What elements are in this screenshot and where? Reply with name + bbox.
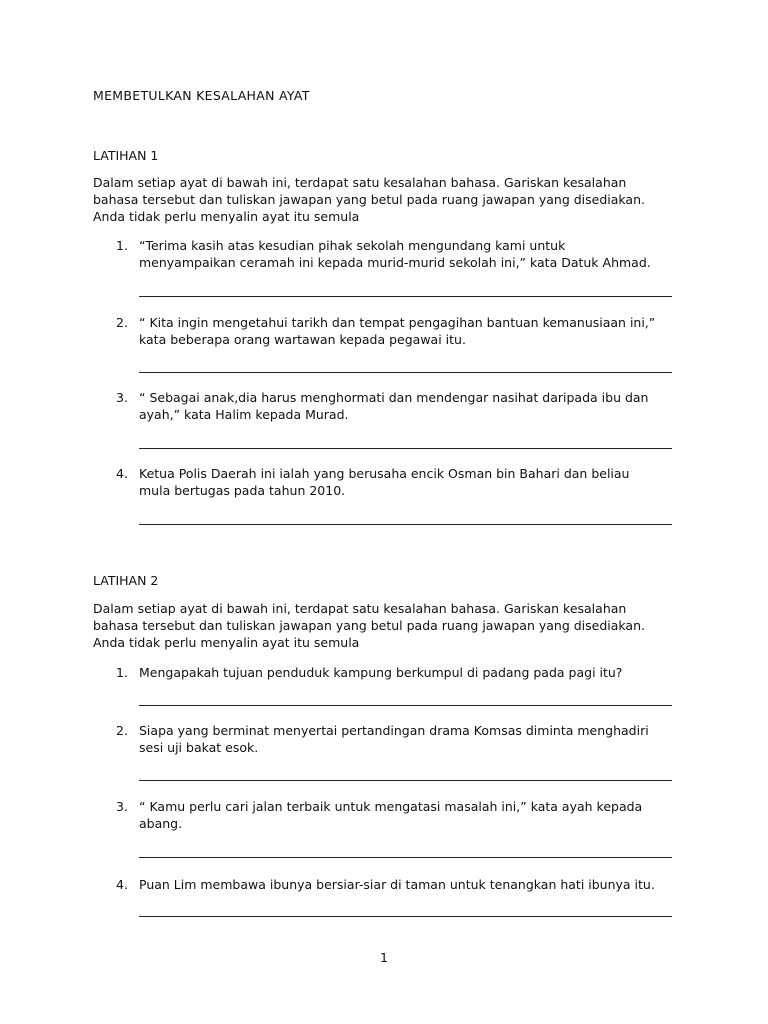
question-text: Ketua Polis Daerah ini ialah yang berusaha encik Osman bin Bahari dan beliau mula bertugas pada tahun 2010. bbox=[139, 466, 630, 498]
question-number: 3. bbox=[116, 390, 128, 405]
question-number: 2. bbox=[116, 723, 128, 738]
question-text: Puan Lim membawa ibunya bersiar-siar di taman untuk tenangkan hati ibunya itu. bbox=[139, 877, 655, 892]
question-text: Mengapakah tujuan penduduk kampung berkumpul di padang pada pagi itu? bbox=[139, 665, 623, 680]
question-number: 3. bbox=[116, 799, 128, 814]
question-text: “ Kamu perlu cari jalan terbaik untuk mengatasi masalah ini,” kata ayah kepada abang. bbox=[139, 799, 643, 831]
document-title: MEMBETULKAN KESALAHAN AYAT bbox=[93, 88, 310, 103]
answer-line[interactable] bbox=[139, 705, 672, 706]
page-number: 1 bbox=[380, 950, 388, 965]
question-number: 1. bbox=[116, 238, 128, 253]
answer-line[interactable] bbox=[139, 524, 672, 525]
question-text: “ Sebagai anak,dia harus menghormati dan mendengar nasihat daripada ibu dan ayah,” kata Halim kepada Murad. bbox=[139, 390, 649, 422]
answer-line[interactable] bbox=[139, 780, 672, 781]
question-text: “Terima kasih atas kesudian pihak sekolah mengundang kami untuk menyampaikan ceramah ini kepada murid-murid sekolah ini,” kata Datuk Ahmad. bbox=[139, 238, 651, 270]
section-instructions-latihan-2: Dalam setiap ayat di bawah ini, terdapat satu kesalahan bahasa. Gariskan kesalahan bahasa tersebut dan tuliskan jawapan yang betul pada ruang jawapan yang disediakan. Anda tidak perlu menyalin ayat itu semula bbox=[93, 601, 645, 650]
answer-line[interactable] bbox=[139, 448, 672, 449]
answer-line[interactable] bbox=[139, 916, 672, 917]
section-instructions-latihan-1: Dalam setiap ayat di bawah ini, terdapat satu kesalahan bahasa. Gariskan kesalahan bahasa tersebut dan tuliskan jawapan yang betul pada ruang jawapan yang disediakan. Anda tidak perlu menyalin ayat itu semula bbox=[93, 175, 645, 224]
question-number: 4. bbox=[116, 466, 128, 481]
question-text: Siapa yang berminat menyertai pertandingan drama Komsas diminta menghadiri sesi uji bakat esok. bbox=[139, 723, 649, 755]
section-heading-latihan-1: LATIHAN 1 bbox=[93, 148, 159, 163]
answer-line[interactable] bbox=[139, 296, 672, 297]
question-text: “ Kita ingin mengetahui tarikh dan tempat pengagihan bantuan kemanusiaan ini,” kata beberapa orang wartawan kepada pegawai itu. bbox=[139, 315, 656, 347]
section-heading-latihan-2: LATIHAN 2 bbox=[93, 573, 159, 588]
answer-line[interactable] bbox=[139, 857, 672, 858]
question-number: 4. bbox=[116, 877, 128, 892]
question-number: 2. bbox=[116, 315, 128, 330]
answer-line[interactable] bbox=[139, 372, 672, 373]
question-number: 1. bbox=[116, 665, 128, 680]
